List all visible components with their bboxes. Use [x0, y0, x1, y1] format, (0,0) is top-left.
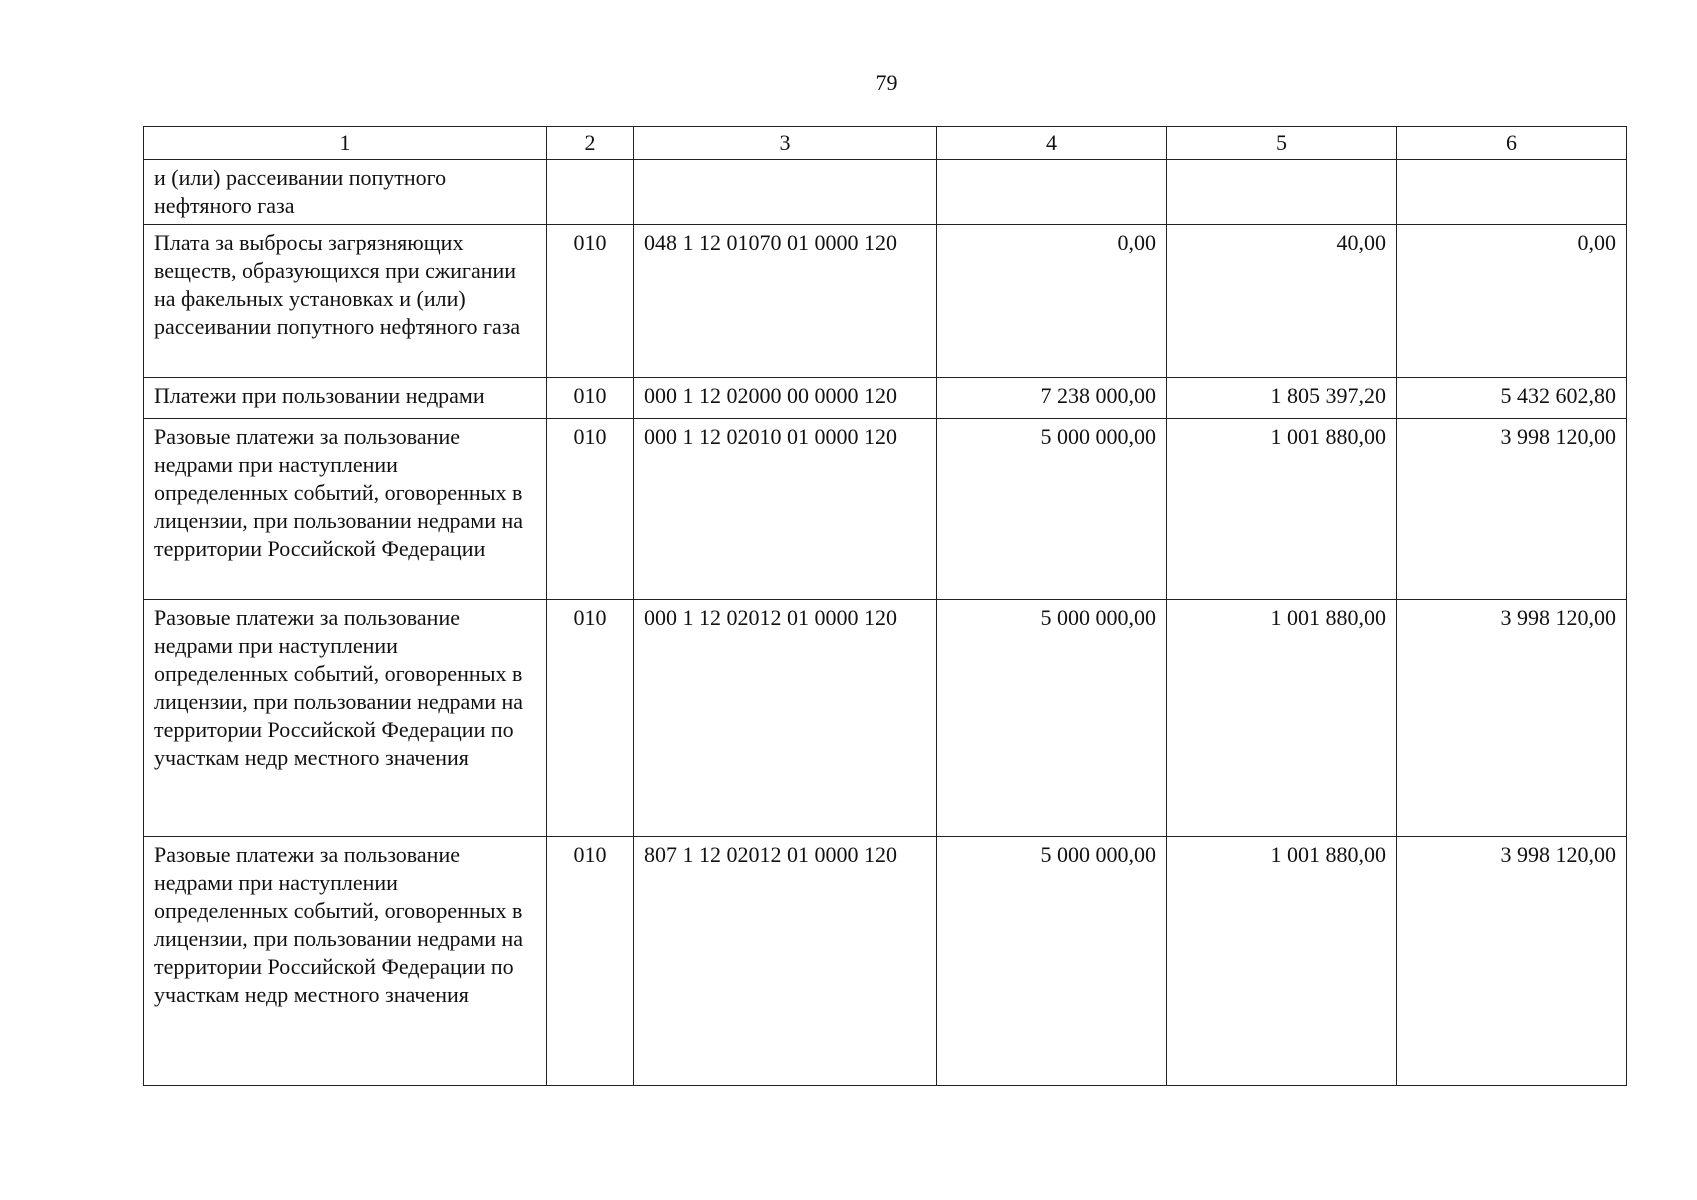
row-value-6: 3 998 120,00	[1397, 419, 1627, 600]
header-col-5: 5	[1167, 127, 1397, 160]
header-col-1: 1	[144, 127, 547, 160]
row-line-code: 010	[547, 600, 634, 837]
row-budget-code: 807 1 12 02012 01 0000 120	[634, 837, 937, 1086]
row-value-6: 3 998 120,00	[1397, 837, 1627, 1086]
row-value-6: 0,00	[1397, 225, 1627, 378]
table-row	[144, 419, 1627, 600]
table-row	[144, 160, 1627, 225]
row-value-4	[937, 160, 1167, 225]
row-value-4: 5 000 000,00	[937, 419, 1167, 600]
row-value-5: 40,00	[1167, 225, 1397, 378]
row-value-4: 5 000 000,00	[937, 837, 1167, 1086]
row-name: Платежи при пользовании недрами	[144, 378, 547, 419]
table-row	[144, 225, 1627, 378]
row-budget-code: 000 1 12 02010 01 0000 120	[634, 419, 937, 600]
row-value-4: 7 238 000,00	[937, 378, 1167, 419]
row-value-6: 5 432 602,80	[1397, 378, 1627, 419]
row-budget-code: 000 1 12 02012 01 0000 120	[634, 600, 937, 837]
row-name: Разовые платежи за пользование недрами при наступлении определенных событий, оговоренных в лицензии, при пользовании недрами на территории Российской Федерации по участкам недр местного значения	[144, 600, 547, 837]
row-name: Плата за выбросы загрязняющих веществ, образующихся при сжигании на факельных установках и (или) рассеивании попутного нефтяного газа	[144, 225, 547, 378]
row-value-5: 1 001 880,00	[1167, 419, 1397, 600]
row-name: Разовые платежи за пользование недрами при наступлении определенных событий, оговоренных в лицензии, при пользовании недрами на территории Российской Федерации по участкам недр местного значения	[144, 837, 547, 1086]
row-name: и (или) рассеивании попутного нефтяного газа	[144, 160, 547, 225]
table-row	[144, 378, 1627, 419]
header-col-6: 6	[1397, 127, 1627, 160]
row-budget-code: 048 1 12 01070 01 0000 120	[634, 225, 937, 378]
table-row	[144, 600, 1627, 837]
row-line-code	[547, 160, 634, 225]
table-row	[144, 837, 1627, 1086]
row-line-code: 010	[547, 837, 634, 1086]
row-line-code: 010	[547, 225, 634, 378]
row-value-6: 3 998 120,00	[1397, 600, 1627, 837]
row-line-code: 010	[547, 419, 634, 600]
header-row	[144, 127, 1627, 160]
row-budget-code	[634, 160, 937, 225]
page-number: 79	[875, 70, 898, 95]
header-col-3: 3	[634, 127, 937, 160]
row-value-4: 5 000 000,00	[937, 600, 1167, 837]
row-value-4: 0,00	[937, 225, 1167, 378]
row-line-code: 010	[547, 378, 634, 419]
row-value-5: 1 001 880,00	[1167, 600, 1397, 837]
header-col-2: 2	[547, 127, 634, 160]
budget-table	[143, 126, 1627, 1086]
header-col-4: 4	[937, 127, 1167, 160]
row-name: Разовые платежи за пользование недрами при наступлении определенных событий, оговоренных в лицензии, при пользовании недрами на территории Российской Федерации	[144, 419, 547, 600]
row-budget-code: 000 1 12 02000 00 0000 120	[634, 378, 937, 419]
row-value-5: 1 001 880,00	[1167, 837, 1397, 1086]
row-value-6	[1397, 160, 1627, 225]
row-value-5: 1 805 397,20	[1167, 378, 1397, 419]
row-value-5	[1167, 160, 1397, 225]
